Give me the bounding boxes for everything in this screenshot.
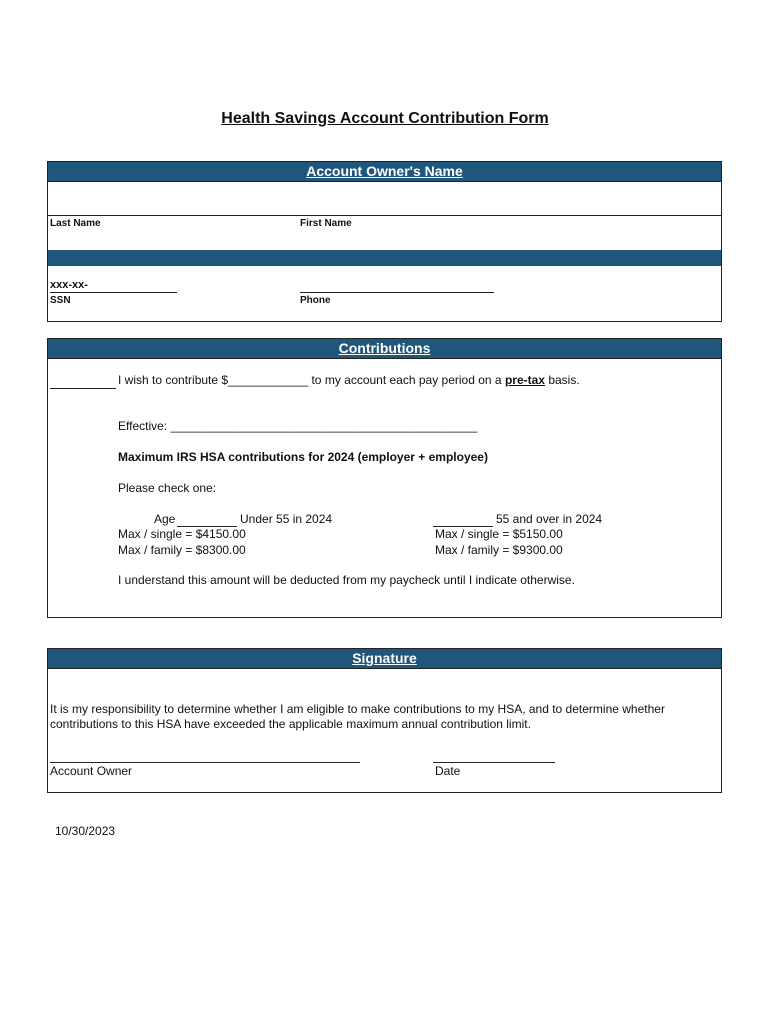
contribute-text-pre: I wish to contribute $____________ to my account each pay period on a [118,373,502,387]
contribute-check-line[interactable] [50,388,116,389]
phone-label: Phone [300,295,331,306]
footer-date: 10/30/2023 [55,824,116,838]
contribute-statement [118,373,580,387]
account-owner-label: Account Owner [50,764,133,778]
under55-family: Max / family = $8300.00 [118,543,246,557]
under55-prefix: Age [154,512,176,526]
over55-single: Max / single = $5150.00 [435,527,563,541]
date-label: Date [435,764,461,778]
responsibility-line-2: contributions to this HSA have exceeded the applicable maximum annual contribution limit. [50,717,531,731]
signature-divider [48,668,721,669]
responsibility-line-1: It is my responsibility to determine whether I am eligible to make contributions to my HSA, and to determine whether [50,702,665,716]
contribute-text-post: basis. [548,373,580,387]
over55-label: 55 and over in 2024 [496,512,603,526]
under55-single: Max / single = $4150.00 [118,527,246,541]
last-name-label: Last Name [50,218,101,229]
signature-section [47,648,722,793]
over55-family: Max / family = $9300.00 [435,543,563,557]
contributions-section [47,338,722,618]
ssn-line [50,292,177,293]
signature-title: Signature [352,650,417,666]
contributions-divider [48,358,721,359]
account-owner-signature-line[interactable] [50,762,360,763]
pre-tax-text: pre-tax [504,373,545,387]
ssn-label: SSN [50,295,71,306]
contributions-header [48,339,721,358]
owner-section-header [48,162,721,181]
name-field-row[interactable] [48,182,721,215]
name-field-line [48,215,721,216]
ssn-field[interactable]: xxx-xx- [50,279,88,291]
owner-section [47,161,722,322]
first-name-label: First Name [300,218,352,229]
phone-line[interactable] [300,292,494,293]
date-line[interactable] [433,762,555,763]
effective-field[interactable]: Effective: ______________________________________________ [118,419,478,433]
owner-section-title: Account Owner's Name [306,163,463,179]
understand-statement: I understand this amount will be deducted from my paycheck until I indicate otherwise. [118,573,575,587]
signature-header [48,649,721,668]
max-contributions-heading: Maximum IRS HSA contributions for 2024 (employer + employee) [118,450,488,464]
check-one-label: Please check one: [118,481,217,495]
form-title: Health Savings Account Contribution Form [221,110,549,127]
contributions-title: Contributions [338,340,431,356]
under55-label: Under 55 in 2024 [240,512,333,526]
owner-subheader-band [48,250,721,266]
